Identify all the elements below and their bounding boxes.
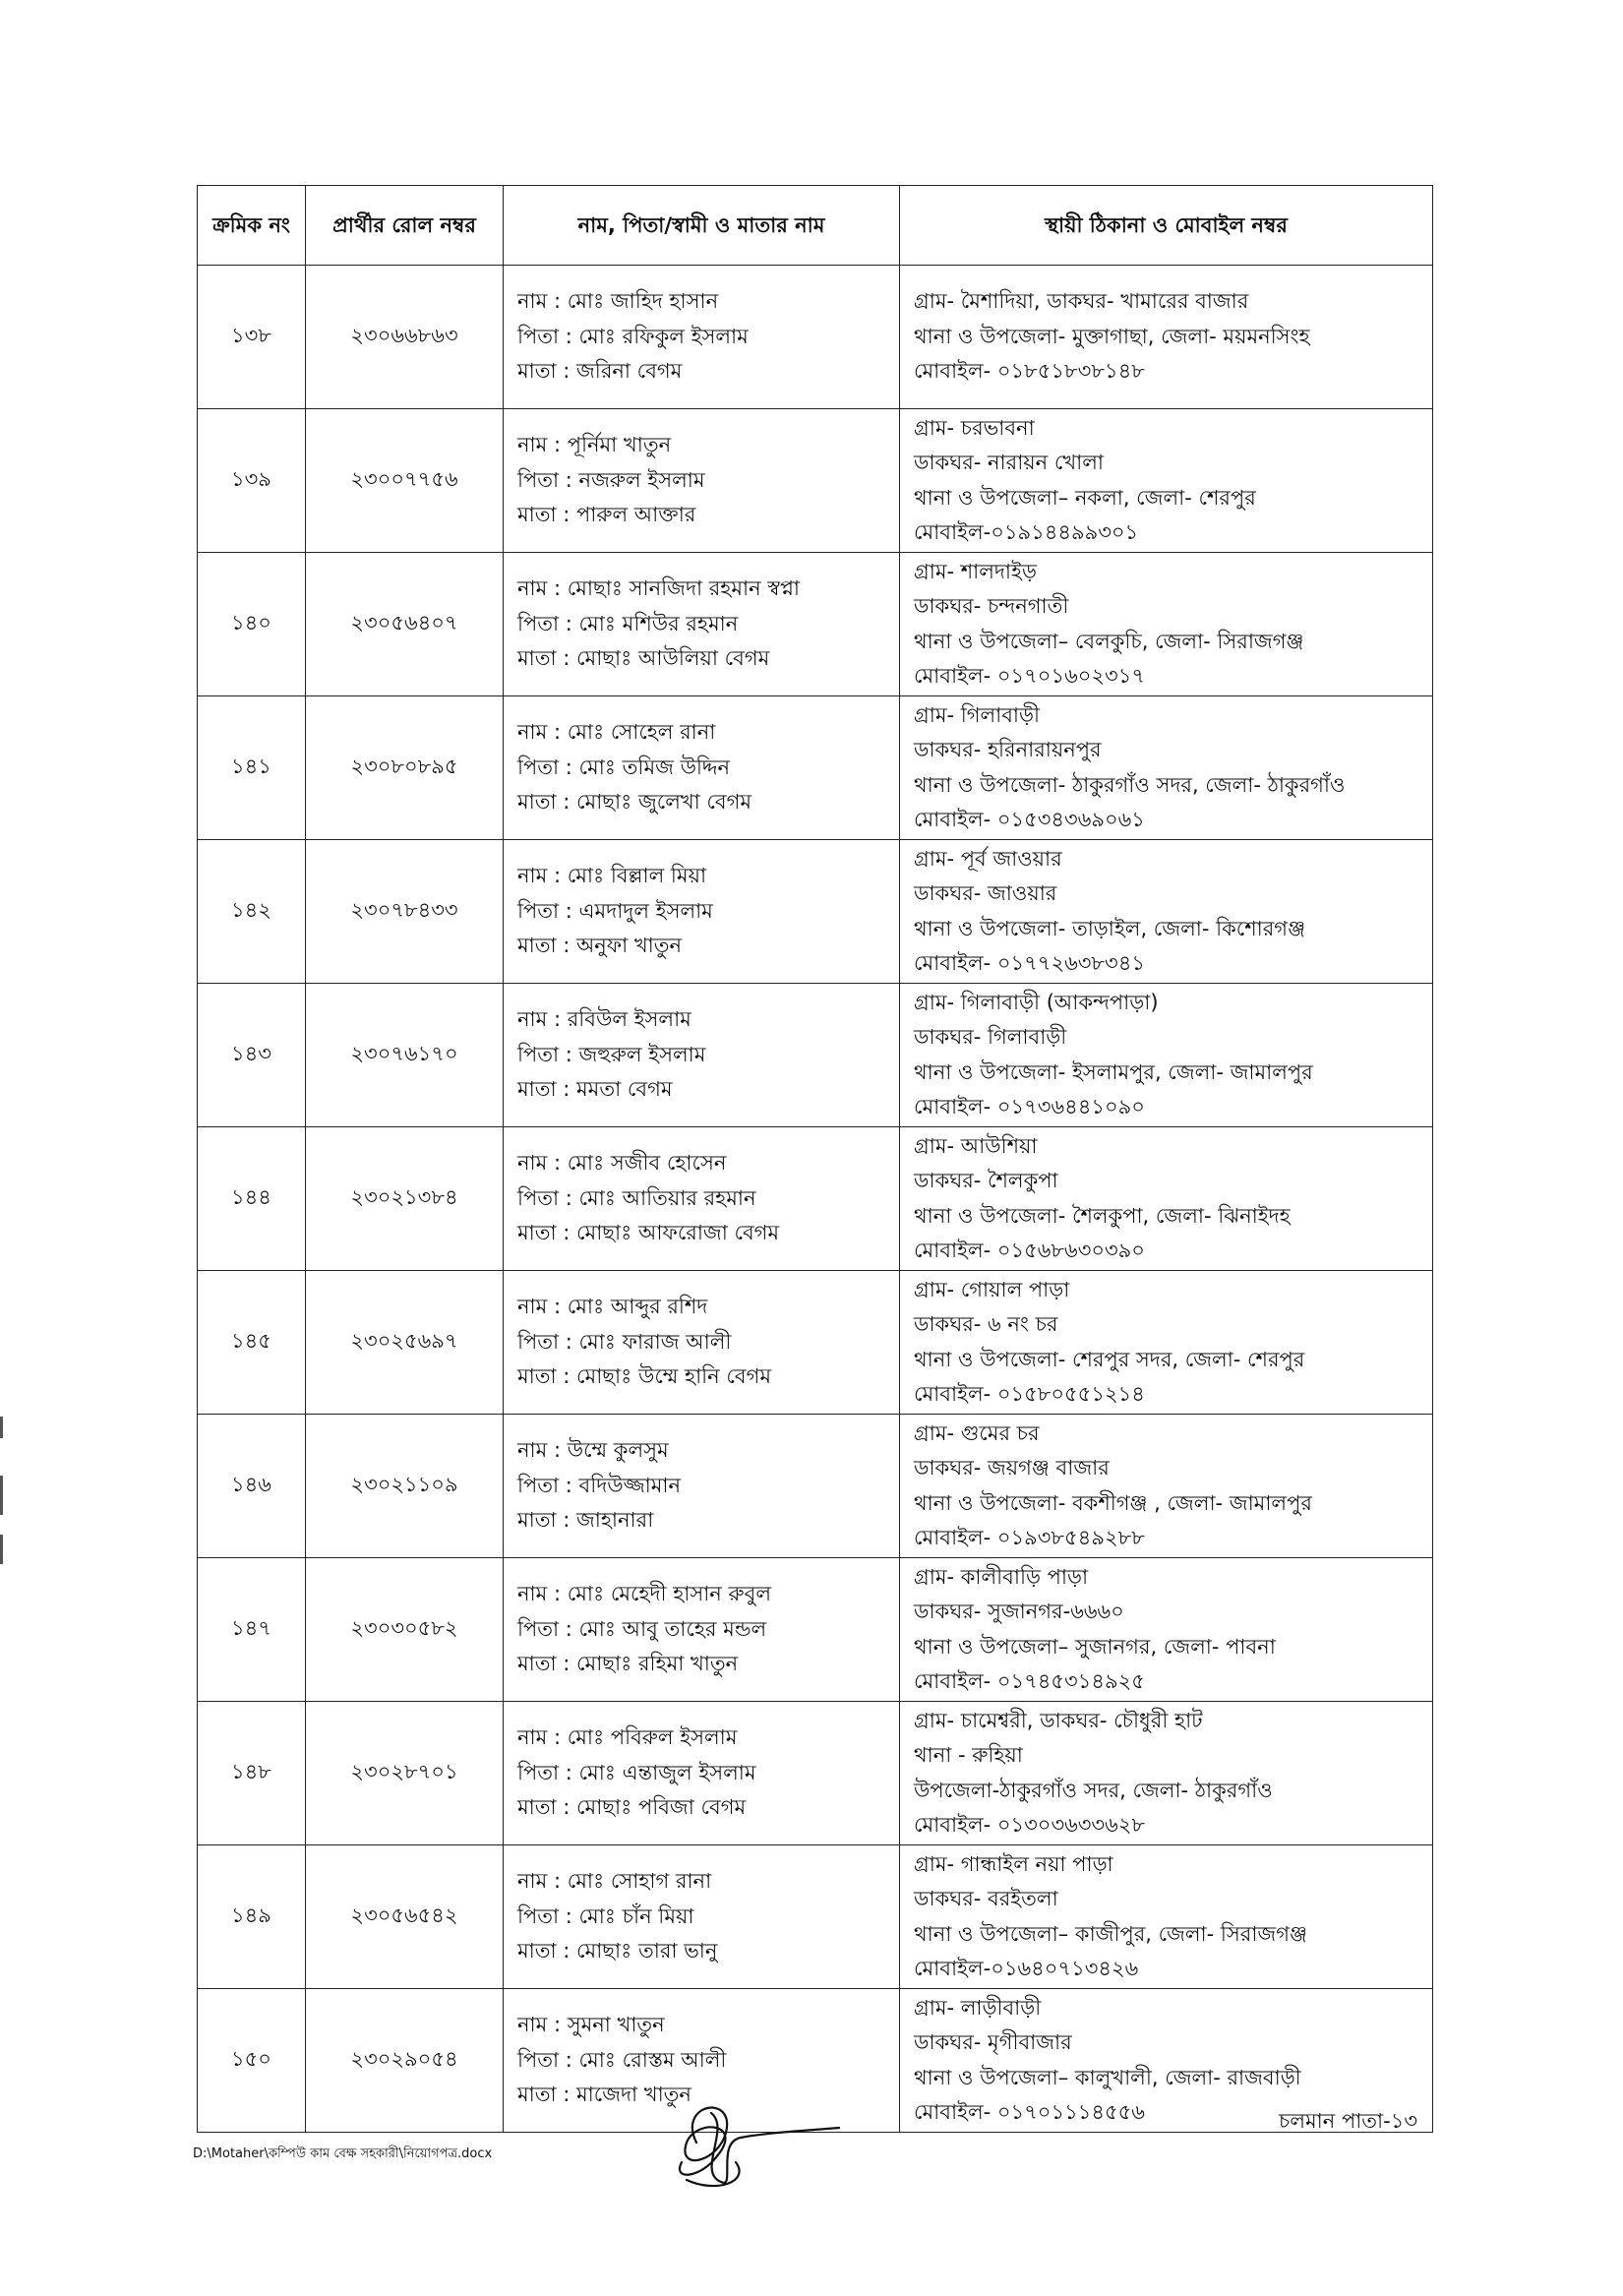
father-line: পিতা : নজরুল ইসলাম: [517, 467, 705, 492]
roll-cell: ২৩০৫৬৪০৭: [306, 553, 504, 696]
address-line: গ্রাম- চরভাবনা: [914, 415, 1035, 440]
table-body: [198, 266, 1433, 2133]
address-line: থানা ও উপজেলা– কালুখালী, জেলা- রাজবাড়ী: [914, 2065, 1301, 2089]
address-cell: [900, 984, 1433, 1127]
mother-line: মাতা : মাজেদা খাতুন: [517, 2083, 691, 2107]
mother-line: মাতা : মোছাঃ আউলিয়া বেগম: [517, 646, 770, 671]
father-line: পিতা : মোঃ চাঁন মিয়া: [517, 1903, 694, 1928]
address-line: ডাকঘর- ৬ নং চর: [914, 1312, 1058, 1336]
address-line: গ্রাম- পূর্ব জাওয়ার: [914, 846, 1062, 871]
father-line: পিতা : বদিউজ্জামান: [517, 1473, 682, 1497]
address-line: মোবাইল- ০১৭০১৬০২৩১৭: [914, 664, 1145, 688]
address-line: গ্রাম- কালীবাড়ি পাড়া: [914, 1564, 1089, 1589]
person-cell: [504, 1702, 900, 1845]
address-line: থানা ও উপজেলা– সুজানগর, জেলা- পাবনা: [914, 1634, 1276, 1659]
address-line: মোবাইল-০১৬৪০৭১৩৪২৬: [914, 1957, 1139, 1980]
address-line: থানা ও উপজেলা- বকশীগঞ্জ , জেলা- জামালপুর: [914, 1490, 1312, 1515]
address-line: গ্রাম- গিলাবাড়ী: [914, 702, 1041, 727]
address-line: থানা ও উপজেলা- শৈলকুপা, জেলা- ঝিনাইদহ: [914, 1203, 1291, 1228]
serial-cell: ১৪৩: [198, 984, 306, 1127]
name-line: নাম : মোঃ জাহিদ হাসান: [517, 289, 719, 314]
mother-line: মাতা : মোছাঃ আফরোজা বেগম: [517, 1221, 780, 1245]
father-line: পিতা : মোঃ তমিজ উদ্দিন: [517, 755, 731, 779]
serial-cell: ১৪২: [198, 840, 306, 984]
scan-edge-mark: [0, 1417, 3, 1438]
roll-cell: ২৩০৭৬১৭০: [306, 984, 504, 1127]
father-line: পিতা : এমদাদুল ইসলাম: [517, 898, 713, 923]
address-line: গ্রাম- লাড়ীবাড়ী: [914, 1995, 1042, 2020]
table-row: [198, 1702, 1433, 1845]
address-line: মোবাইল- ০১৭৩৬৪৪১০৯০: [914, 1095, 1145, 1118]
person-cell: [504, 409, 900, 553]
table-row: [198, 1127, 1433, 1271]
address-line: গ্রাম- গিলাবাড়ী (আকন্দপাড়া): [914, 990, 1159, 1014]
roll-cell: ২৩০২৮৭০১: [306, 1702, 504, 1845]
name-line: নাম : মোঃ সোহেল রানা: [517, 720, 716, 745]
roll-cell: ২৩০০৭৭৫৬: [306, 409, 504, 553]
address-line: ডাকঘর- শৈলকুপা: [914, 1169, 1058, 1192]
name-line: নাম : পূর্নিমা খাতুন: [517, 433, 672, 457]
header-address: স্থায়ী ঠিকানা ও মোবাইল নম্বর: [900, 186, 1433, 266]
father-line: পিতা : মোঃ রফিকুল ইসলাম: [517, 324, 749, 348]
table-row: [198, 840, 1433, 984]
roll-cell: ২৩০২৫৬৯৭: [306, 1271, 504, 1415]
serial-cell: ১৪১: [198, 696, 306, 840]
father-line: পিতা : মোঃ আবু তাহের মন্ডল: [517, 1616, 767, 1641]
address-line: মোবাইল- ০১৭০১১১৪৫৫৬: [914, 2100, 1145, 2124]
address-line: থানা ও উপজেলা– নকলা, জেলা- শেরপুর: [914, 485, 1256, 510]
scan-edge-mark: [0, 1476, 3, 1515]
name-line: নাম : মোছাঃ সানজিদা রহমান স্বপ্না: [517, 576, 800, 601]
address-line: গ্রাম- মৈশাদিয়া, ডাকঘর- খামারের বাজার: [914, 289, 1249, 314]
address-line: থানা ও উপজেলা- মুক্তাগাছা, জেলা- ময়মনসিংহ: [914, 324, 1310, 348]
name-line: নাম : মোঃ বিল্লাল মিয়া: [517, 864, 707, 888]
address-line: গ্রাম- গোয়াল পাড়া: [914, 1277, 1070, 1301]
roll-cell: ২৩০২৯০৫৪: [306, 1989, 504, 2133]
address-cell: [900, 696, 1433, 840]
address-cell: [900, 840, 1433, 984]
mother-line: মাতা : মোছাঃ উম্মে হানি বেগম: [517, 1364, 772, 1389]
address-line: থানা - রুহিয়া: [914, 1743, 1023, 1767]
address-line: গ্রাম- গান্ধাইল নয়া পাড়া: [914, 1851, 1113, 1876]
address-line: থানা ও উপজেলা- ইসলামপুর, জেলা- জামালপুর: [914, 1059, 1313, 1084]
address-line: ডাকঘর- মৃগীবাজার: [914, 2030, 1072, 2054]
address-line: গ্রাম- শালদাইড়: [914, 559, 1037, 583]
address-line: থানা ও উপজেলা– কাজীপুর, জেলা- সিরাজগঞ্জ: [914, 1921, 1307, 1946]
address-line: মোবাইল- ০১৭৪৫৩১৪৯২৫: [914, 1669, 1145, 1693]
roll-cell: ২৩০২১১০৯: [306, 1415, 504, 1558]
name-line: নাম : মোঃ মেহেদী হাসান রুবুল: [517, 1582, 771, 1606]
address-line: গ্রাম- গুমের চর: [914, 1420, 1040, 1445]
page-label: চলমান পাতা-১৩: [1279, 2109, 1417, 2133]
table-row: [198, 984, 1433, 1127]
address-line: মোবাইল-০১৯১৪৪৯৯৩০১: [914, 520, 1139, 544]
scan-edge-mark: [0, 1535, 3, 1564]
mother-line: মাতা : অনুফা খাতুন: [517, 934, 683, 958]
address-line: মোবাইল- ০১৫৮০৫৫১২১৪: [914, 1382, 1145, 1406]
person-cell: [504, 266, 900, 409]
person-cell: [504, 696, 900, 840]
person-cell: [504, 984, 900, 1127]
mother-line: মাতা : মোছাঃ পবিজা বেগম: [517, 1795, 747, 1820]
name-line: নাম : মোঃ সজীব হোসেন: [517, 1151, 727, 1176]
address-cell: [900, 409, 1433, 553]
table-row: [198, 409, 1433, 553]
serial-cell: ১৩৯: [198, 409, 306, 553]
serial-cell: ১৪৭: [198, 1558, 306, 1702]
name-line: নাম : রবিউল ইসলাম: [517, 1007, 691, 1032]
table-row: [198, 553, 1433, 696]
name-line: নাম : মোঃ আব্দুর রশিদ: [517, 1295, 708, 1319]
person-cell: [504, 1127, 900, 1271]
address-line: মোবাইল- ০১৯৩৮৫৪৯২৮৮: [914, 1526, 1145, 1549]
header-serial: ক্রমিক নং: [198, 186, 306, 266]
candidate-table: [197, 185, 1433, 2133]
mother-line: মাতা : মোছাঃ জুলেখা বেগম: [517, 790, 752, 815]
father-line: পিতা : মোঃ মশিউর রহমান: [517, 611, 739, 635]
serial-cell: ১৪৯: [198, 1845, 306, 1989]
address-cell: [900, 1415, 1433, 1558]
table-row: [198, 696, 1433, 840]
mother-line: মাতা : জাহানারা: [517, 1508, 654, 1533]
roll-cell: ২৩০৩০৫৮২: [306, 1558, 504, 1702]
roll-cell: ২৩০৮০৮৯৫: [306, 696, 504, 840]
address-line: উপজেলা-ঠাকুরগাঁও সদর, জেলা- ঠাকুরগাঁও: [914, 1778, 1273, 1802]
father-line: পিতা : মোঃ এন্তাজুল ইসলাম: [517, 1760, 756, 1784]
file-path: D:\Motaher\কম্পিউ কাম বেক্ষ সহকারী\নিয়োগপত্র.docx: [193, 2146, 493, 2161]
address-line: মোবাইল- ০১৫৬৮৬৩০৩৯০: [914, 1239, 1145, 1262]
person-cell: [504, 1271, 900, 1415]
roll-cell: ২৩০২১৩৮৪: [306, 1127, 504, 1271]
mother-line: মাতা : মোছাঃ তারা ভানু: [517, 1939, 718, 1964]
roll-cell: ২৩০৫৬৫৪২: [306, 1845, 504, 1989]
roll-cell: ২৩০৭৮৪৩৩: [306, 840, 504, 984]
address-line: ডাকঘর- জয়গঞ্জ বাজার: [914, 1456, 1110, 1480]
table-row: [198, 1415, 1433, 1558]
address-line: ডাকঘর- নারায়ন খোলা: [914, 451, 1104, 474]
serial-cell: ১৫০: [198, 1989, 306, 2133]
mother-line: মাতা : মোছাঃ রহিমা খাতুন: [517, 1652, 739, 1676]
table-row: [198, 1845, 1433, 1989]
name-line: নাম : উম্মে কুলসুম: [517, 1438, 669, 1463]
name-line: নাম : মোঃ পবিরুল ইসলাম: [517, 1725, 738, 1750]
address-line: মোবাইল- ০১৫৩৪৩৬৯০৬১: [914, 808, 1145, 831]
address-line: ডাকঘর- বরইতলা: [914, 1887, 1058, 1910]
table-row: [198, 266, 1433, 409]
father-line: পিতা : জহুরুল ইসলাম: [517, 1042, 706, 1066]
address-cell: [900, 1271, 1433, 1415]
serial-cell: ১৪৮: [198, 1702, 306, 1845]
address-line: ডাকঘর- গিলাবাড়ী: [914, 1025, 1067, 1049]
person-cell: [504, 840, 900, 984]
address-line: মোবাইল- ০১৮৫১৮৩৮১৪৮: [914, 359, 1145, 384]
father-line: পিতা : মোঃ আতিয়ার রহমান: [517, 1185, 756, 1210]
address-line: ডাকঘর- জাওয়ার: [914, 881, 1057, 905]
address-cell: [900, 1558, 1433, 1702]
name-line: নাম : মোঃ সোহাগ রানা: [517, 1869, 712, 1894]
address-line: ডাকঘর- চন্দনগাতী: [914, 594, 1069, 618]
address-line: ডাকঘর- হরিনারায়নপুর: [914, 738, 1102, 761]
table-row: [198, 1271, 1433, 1415]
serial-cell: ১৪৫: [198, 1271, 306, 1415]
address-cell: [900, 1845, 1433, 1989]
roll-cell: ২৩০৬৬৮৬৩: [306, 266, 504, 409]
table-row: [198, 1558, 1433, 1702]
address-line: মোবাইল- ০১৩০৩৬৩৩৬২৮: [914, 1813, 1146, 1837]
address-line: মোবাইল- ০১৭৭২৬৩৮৩৪১: [914, 951, 1145, 975]
mother-line: মাতা : জরিনা বেগম: [517, 359, 683, 384]
mother-line: মাতা : মমতা বেগম: [517, 1077, 673, 1102]
serial-cell: ১৪০: [198, 553, 306, 696]
table-header-row: [198, 186, 1433, 266]
address-cell: [900, 266, 1433, 409]
person-cell: [504, 1558, 900, 1702]
father-line: পিতা : মোঃ ফারাজ আলী: [517, 1329, 732, 1354]
name-line: নাম : সুমনা খাতুন: [517, 2013, 665, 2037]
signature-image: [657, 2084, 844, 2202]
address-line: গ্রাম- আউশিয়া: [914, 1133, 1038, 1158]
serial-cell: ১৪৪: [198, 1127, 306, 1271]
address-line: থানা ও উপজেলা- তাড়াইল, জেলা- কিশোরগঞ্জ: [914, 916, 1306, 940]
father-line: পিতা : মোঃ রোস্তম আলী: [517, 2047, 727, 2072]
serial-cell: ১৪৬: [198, 1415, 306, 1558]
serial-cell: ১৩৮: [198, 266, 306, 409]
address-line: ডাকঘর- সুজানগর-৬৬৬০: [914, 1600, 1124, 1623]
address-cell: [900, 1702, 1433, 1845]
mother-line: মাতা : পারুল আক্তার: [517, 503, 696, 527]
header-names: নাম, পিতা/স্বামী ও মাতার নাম: [504, 186, 900, 266]
address-line: থানা ও উপজেলা- শেরপুর সদর, জেলা- শেরপুর: [914, 1347, 1305, 1371]
address-line: থানা ও উপজেলা– বেলকুচি, জেলা- সিরাজগঞ্জ: [914, 629, 1304, 653]
address-cell: [900, 1127, 1433, 1271]
header-roll: প্রার্থীর রোল নম্বর: [306, 186, 504, 266]
person-cell: [504, 1415, 900, 1558]
address-line: গ্রাম- চামেশ্বরী, ডাকঘর- চৌধুরী হাট: [914, 1708, 1203, 1732]
person-cell: [504, 553, 900, 696]
address-cell: [900, 553, 1433, 696]
address-line: থানা ও উপজেলা- ঠাকুরগাঁও সদর, জেলা- ঠাকুরগাঁও: [914, 772, 1346, 797]
person-cell: [504, 1845, 900, 1989]
